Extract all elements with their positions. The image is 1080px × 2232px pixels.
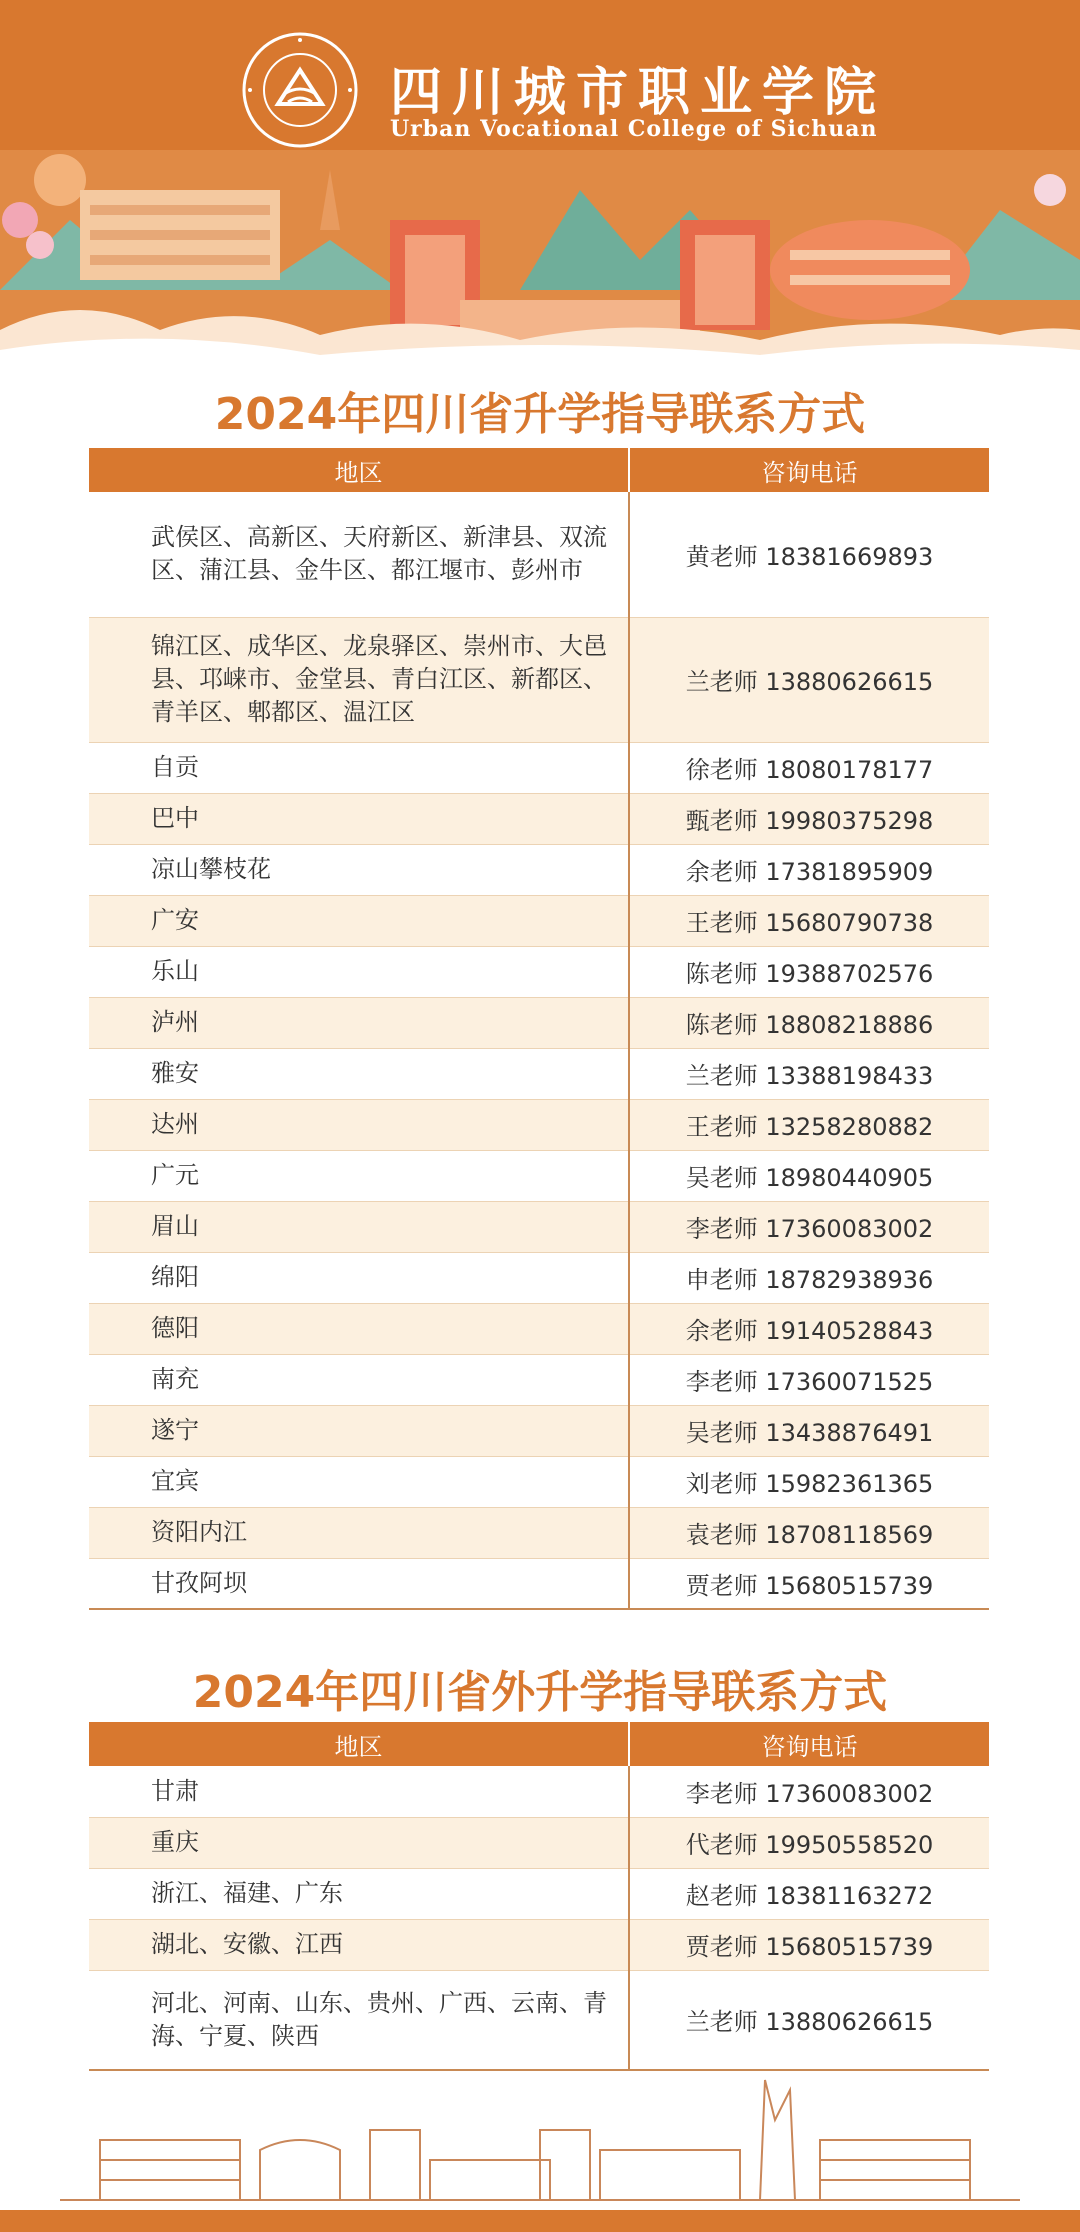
phone-cell: 余老师 17381895909 [629,844,989,895]
college-emblem-icon [240,30,360,150]
phone-cell: 徐老师 18080178177 [629,742,989,793]
region-cell: 泸州 [89,997,629,1048]
table-row [89,1558,989,1609]
phone-cell: 余老师 19140528843 [629,1303,989,1354]
footer-skyline [0,2060,1080,2232]
region-cell: 河北、河南、山东、贵州、广西、云南、青海、宁夏、陕西 [89,1970,629,2070]
phone-cell: 代老师 19950558520 [629,1817,989,1868]
region-cell: 甘孜阿坝 [89,1558,629,1609]
phone-cell: 兰老师 13880626615 [629,1970,989,2070]
phone-cell: 黄老师 18381669893 [629,492,989,617]
region-cell: 巴中 [89,793,629,844]
phone-cell: 吴老师 13438876491 [629,1405,989,1456]
column-header-region: 地区 [89,1722,629,1766]
region-cell: 锦江区、成华区、龙泉驿区、崇州市、大邑县、邛崃市、金堂县、青白江区、新都区、青羊区、郫都区、温江区 [89,617,629,742]
phone-cell: 王老师 15680790738 [629,895,989,946]
table-row [89,1303,989,1354]
table-row [89,946,989,997]
region-cell: 浙江、福建、广东 [89,1868,629,1919]
table-row [89,1766,989,1817]
phone-cell: 甄老师 19980375298 [629,793,989,844]
column-header-phone: 咨询电话 [629,448,989,492]
table-row [89,1456,989,1507]
region-cell: 凉山攀枝花 [89,844,629,895]
table-row [89,1817,989,1868]
table-row [89,1507,989,1558]
region-cell: 湖北、安徽、江西 [89,1919,629,1970]
region-cell: 乐山 [89,946,629,997]
phone-cell: 赵老师 18381163272 [629,1868,989,1919]
table-row [89,1048,989,1099]
region-cell: 广元 [89,1150,629,1201]
region-cell: 自贡 [89,742,629,793]
phone-cell: 陈老师 19388702576 [629,946,989,997]
region-cell: 重庆 [89,1817,629,1868]
phone-cell: 袁老师 18708118569 [629,1507,989,1558]
phone-cell: 兰老师 13880626615 [629,617,989,742]
table-row [89,1099,989,1150]
table-row [89,1970,989,2070]
section-title-in-province: 2024年四川省升学指导联系方式 [214,389,866,440]
table-row [89,844,989,895]
phone-cell: 李老师 17360083002 [629,1201,989,1252]
region-cell: 武侯区、高新区、天府新区、新津县、双流区、蒲江县、金牛区、都江堰市、彭州市 [89,492,629,617]
phone-cell: 李老师 17360071525 [629,1354,989,1405]
section-title-out-province: 2024年四川省外升学指导联系方式 [192,1667,888,1718]
phone-cell: 吴老师 18980440905 [629,1150,989,1201]
table-row [89,1252,989,1303]
phone-cell: 贾老师 15680515739 [629,1558,989,1609]
region-cell: 达州 [89,1099,629,1150]
phone-cell: 刘老师 15982361365 [629,1456,989,1507]
table-row [89,492,989,617]
table-row [89,793,989,844]
region-cell: 资阳内江 [89,1507,629,1558]
phone-cell: 王老师 13258280882 [629,1099,989,1150]
phone-cell: 申老师 18782938936 [629,1252,989,1303]
column-header-phone: 咨询电话 [629,1722,989,1766]
school-name-chinese: 四川城市职业学院 [390,62,887,123]
header-banner [0,0,1080,370]
region-cell: 甘肃 [89,1766,629,1817]
region-cell: 遂宁 [89,1405,629,1456]
region-cell: 宜宾 [89,1456,629,1507]
region-cell: 绵阳 [89,1252,629,1303]
table-row [89,997,989,1048]
phone-cell: 贾老师 15680515739 [629,1919,989,1970]
table-row [89,895,989,946]
in-province-contact-table [89,448,989,1610]
school-name-english: Urban Vocational College of Sichuan [390,116,878,142]
campus-landscape-illustration [0,150,1080,370]
table-row [89,742,989,793]
table-row [89,1354,989,1405]
table-row [89,1201,989,1252]
table-header-row [89,1722,989,1766]
region-cell: 南充 [89,1354,629,1405]
campus-skyline-illustration [0,2060,1080,2232]
phone-cell: 李老师 17360083002 [629,1766,989,1817]
footer-band [0,2210,1080,2232]
phone-cell: 陈老师 18808218886 [629,997,989,1048]
region-cell: 广安 [89,895,629,946]
table-row [89,1150,989,1201]
column-header-region: 地区 [89,448,629,492]
phone-cell: 兰老师 13388198433 [629,1048,989,1099]
region-cell: 眉山 [89,1201,629,1252]
table-row [89,1919,989,1970]
table-header-row [89,448,989,492]
table-row [89,1868,989,1919]
out-province-contact-table [89,1722,989,2071]
region-cell: 雅安 [89,1048,629,1099]
table-row [89,1405,989,1456]
table-row [89,617,989,742]
region-cell: 德阳 [89,1303,629,1354]
